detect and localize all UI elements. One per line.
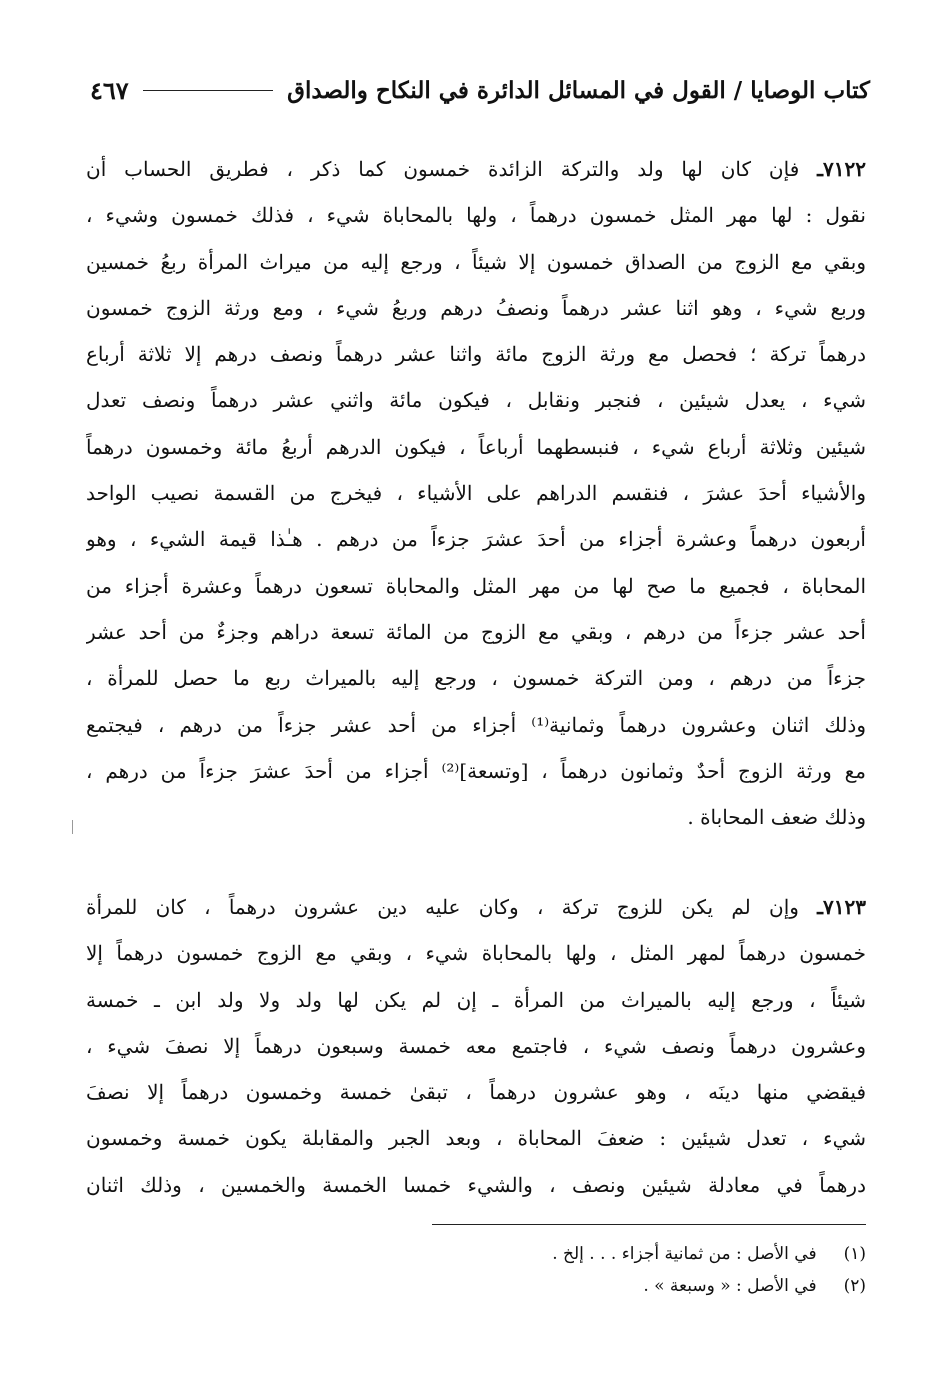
text-line: أربعون درهماً وعشرة أجزاء من أحدَ عشرَ جزءاً من درهم . هـٰذا قيمة الشيء ، وهو: [86, 527, 866, 552]
paragraph-number: ٧١٢٣ـ: [817, 895, 866, 919]
text-line: شيئين وثلاثة أرباع شيء ، فنبسطهما أرباعاً ، فيكون الدرهم أربعُ مائة وخمسون درهماً: [86, 434, 866, 459]
footnote-marker: (٢): [843, 1276, 866, 1296]
text-line: مع ورثة الزوج أحدٌ وثمانون درهماً ، [وتسعة]⁽²⁾ أجزاء من أحدَ عشرَ جزءاً من درهم ،: [86, 758, 866, 783]
footnote-text: في الأصل : « وسبعة » .: [643, 1276, 817, 1296]
text-line: والأشياء أحدَ عشرَ ، فنقسم الدراهم على الأشياء ، فيخرج من القسمة نصيب الواحد: [86, 481, 866, 506]
text-line: المحاباة ، فجميع ما صح لها من مهر المثل والمحاباة تسعون درهماً وعشرة أجزاء من: [86, 573, 866, 598]
text-line: وعشرون درهماً ونصف شيء ، فاجتمع معه خمسة وسبعون درهماً إلا نصفَ شيء ،: [86, 1033, 866, 1058]
footnote-marker: (١): [843, 1244, 866, 1264]
text-line: شيء ، يعدل شيئين ، فنجبر ونقابل ، فيكون مائة واثني عشر درهماً ونصف تعدل: [86, 388, 866, 413]
page-number: ٤٦٧: [90, 75, 129, 105]
text-line: [86, 884, 866, 930]
text-line: درهماً تركة ؛ فحصل مع ورثة الزوج مائة واثنا عشر درهماً ونصف درهم إلا ثلاثة أرباع: [86, 342, 866, 367]
line-text: وإن لم يكن للزوج تركة ، وكان عليه دين عشرون درهماً ، كان للمرأة: [86, 895, 799, 919]
text-line: خمسون درهماً لمهر المثل ، ولها بالمحاباة شيء ، وبقي مع الزوج خمسون درهماً إلا: [86, 941, 866, 966]
paragraph-7122: [86, 146, 866, 840]
footnote-1: [86, 1238, 866, 1270]
header-title: كتاب الوصايا / القول في المسائل الدائرة في النكاح والصداق: [287, 76, 870, 104]
margin-mark: [72, 820, 73, 834]
footnote-text: في الأصل : من ثمانية أجزاء . . . إلخ .: [552, 1244, 817, 1264]
paragraph-number: ٧١٢٢ـ: [817, 157, 866, 181]
text-line: وربع شيء ، وهو اثنا عشر درهماً ونصفُ درهم وربعُ شيء ، ومع ورثة الزوج خمسون: [86, 295, 866, 320]
text-line: أحد عشر جزءاً من درهم ، وبقي مع الزوج من المائة تسعة دراهم وجزءٌ من أحد عشر: [86, 619, 866, 644]
text-line: وذلك ضعف المحاباة .: [687, 805, 866, 830]
line-text: فإن كان لها ولد والتركة الزائدة خمسون كما ذكر ، فطريق الحساب أن: [86, 157, 800, 181]
text-line: نقول : لها مهر المثل خمسون درهماً ، ولها بالمحاباة شيء ، فذلك خمسون وشيء ،: [86, 203, 866, 228]
text-line: شيء ، تعدل شيئين : ضعفَ المحاباة ، وبعد الجبر والمقابلة يكون خمسة وخمسون: [86, 1126, 866, 1151]
footnote-separator: [432, 1224, 866, 1225]
header-rule: [143, 90, 273, 91]
text-line: درهماً في معادلة شيئين ونصف ، والشيء خمسا الخمسة والخمسين ، وذلك اثنان: [86, 1172, 866, 1197]
text-line: شيئاً ، ورجع إليه بالميراث من المرأة ـ إن لم يكن لها ولد ولا ولد ابن ـ خمسة: [86, 987, 866, 1012]
running-header: [90, 70, 870, 110]
paragraph-7123: [86, 884, 866, 1208]
footnotes: [86, 1238, 866, 1302]
text-line: [86, 146, 866, 192]
text-line: فيقضي منها دينَه ، وهو عشرون درهماً ، تبقىٰ خمسة وخمسون درهماً إلا نصفَ: [86, 1080, 866, 1105]
text-line: جزءاً من درهم ، ومن التركة خمسون ، ورجع إليه بالميراث ربع ما حصل للمرأة ،: [86, 666, 866, 691]
footnote-2: [86, 1270, 866, 1302]
text-line: وذلك اثنان وعشرون درهماً وثمانية⁽¹⁾ أجزاء من أحد عشر جزءاً من درهم ، فيجتمع: [86, 712, 866, 737]
text-line: وبقي مع الزوج من الصداق خمسون إلا شيئاً ، ورجع إليه من ميراث المرأة ربعُ خمسين: [86, 249, 866, 274]
